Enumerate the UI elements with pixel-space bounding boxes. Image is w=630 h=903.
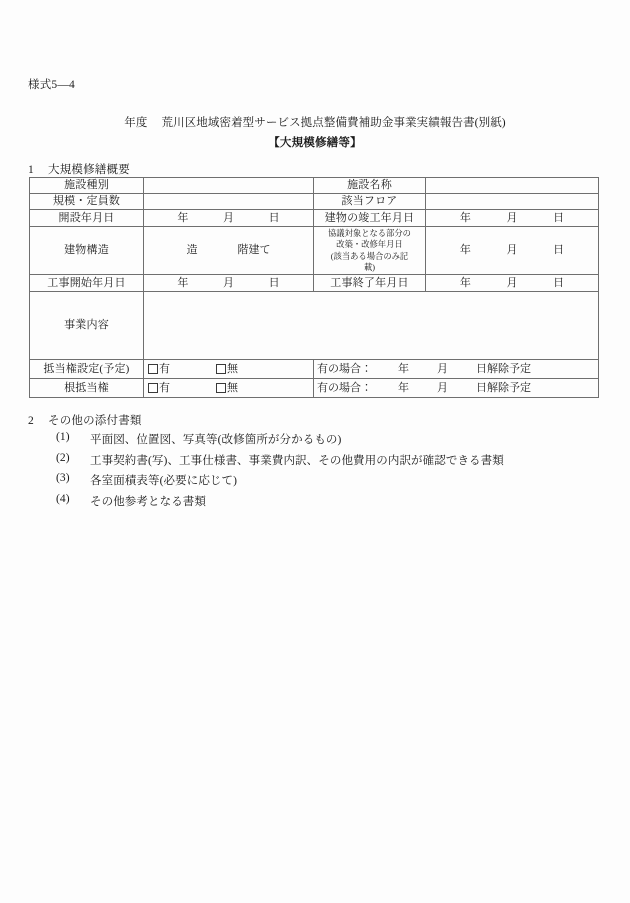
construction-start-day: 日 <box>268 276 280 289</box>
construction-start-month: 月 <box>222 276 234 289</box>
label-renovation-date <box>314 227 426 275</box>
attachment-index: (2) <box>56 451 70 464</box>
construction-end-day: 日 <box>553 276 565 289</box>
field-revolving-mortgage-release-date[interactable] <box>314 379 599 398</box>
revolving-mortgage-no-option[interactable] <box>216 381 238 396</box>
renovation-date-line-3: (該当ある場合のみ記 <box>330 251 409 261</box>
checkbox-icon[interactable] <box>216 364 226 374</box>
mortgage-yes-option[interactable] <box>148 362 170 377</box>
field-applicable-floor[interactable] <box>426 194 599 210</box>
table-row-revolving-mortgage <box>30 379 599 398</box>
mortgage-release-month: 月 <box>437 362 448 375</box>
field-renovation-date[interactable] <box>426 227 599 275</box>
document-title-text: 荒川区地域密着型サービス拠点整備費補助金事業実績報告書(別紙) <box>161 117 506 129</box>
list-item <box>56 452 504 468</box>
revolving-mortgage-no-label: 無 <box>227 381 238 394</box>
label-scale-capacity: 規模・定員数 <box>30 194 144 210</box>
attachment-text: 平面図、位置図、写真等(改修箇所が分かるもの) <box>90 434 342 446</box>
structure-zou: 造 <box>186 244 198 257</box>
mortgage-no-option[interactable] <box>216 362 238 377</box>
construction-end-year: 年 <box>459 276 471 289</box>
field-facility-type[interactable] <box>144 178 314 194</box>
renovation-date-year: 年 <box>459 244 471 257</box>
field-revolving-mortgage-checkboxes[interactable] <box>144 379 314 398</box>
open-date-day: 日 <box>268 211 280 224</box>
open-date-year: 年 <box>177 211 189 224</box>
structure-floors: 階建て <box>237 244 271 257</box>
section-heading-overview <box>28 161 130 177</box>
list-item <box>56 431 504 447</box>
field-mortgage-checkboxes[interactable] <box>144 360 314 379</box>
renovation-date-line-2: 改築・改修年月日 <box>336 240 403 250</box>
completion-date-day: 日 <box>553 211 565 224</box>
field-construction-end[interactable] <box>426 275 599 292</box>
label-mortgage-setting: 抵当権設定(予定) <box>30 360 144 379</box>
checkbox-icon[interactable] <box>216 383 226 393</box>
label-construction-end: 工事終了年月日 <box>314 275 426 292</box>
section-number-2: 2 <box>28 415 34 427</box>
revolving-mortgage-release-suffix: 日解除予定 <box>476 381 531 394</box>
field-mortgage-release-date[interactable] <box>314 360 599 379</box>
revolving-mortgage-condition-prefix: 有の場合： <box>317 381 372 394</box>
label-facility-name: 施設名称 <box>314 178 426 194</box>
table-row-construction-dates <box>30 275 599 292</box>
section-heading-attachments <box>28 412 142 428</box>
completion-date-year: 年 <box>459 211 471 224</box>
fiscal-year-label: 年度 <box>124 117 148 129</box>
mortgage-condition-prefix: 有の場合： <box>317 362 372 375</box>
checkbox-icon[interactable] <box>148 364 158 374</box>
label-open-date: 開設年月日 <box>30 210 144 227</box>
label-construction-start: 工事開始年月日 <box>30 275 144 292</box>
field-scale-capacity[interactable] <box>144 194 314 210</box>
field-project-content[interactable] <box>144 292 599 360</box>
mortgage-yes-label: 有 <box>159 362 170 375</box>
label-building-structure: 建物構造 <box>30 227 144 275</box>
section-title-2: その他の添付書類 <box>48 415 142 427</box>
construction-start-year: 年 <box>177 276 189 289</box>
mortgage-release-year: 年 <box>398 362 409 375</box>
open-date-month: 月 <box>222 211 234 224</box>
attachment-index: (1) <box>56 431 70 443</box>
field-open-date[interactable] <box>144 210 314 227</box>
mortgage-release-suffix: 日解除予定 <box>476 362 531 375</box>
table-row-mortgage <box>30 360 599 379</box>
attachment-index: (3) <box>56 472 70 484</box>
field-construction-start[interactable] <box>144 275 314 292</box>
revolving-mortgage-yes-option[interactable] <box>148 381 170 396</box>
construction-end-month: 月 <box>506 276 518 289</box>
document-subtitle: 【大規模修繕等】 <box>268 137 362 149</box>
table-row-open-date <box>30 210 599 227</box>
label-facility-type: 施設種別 <box>30 178 144 194</box>
renovation-overview-table <box>29 177 599 398</box>
field-facility-name[interactable] <box>426 178 599 194</box>
renovation-date-month: 月 <box>506 244 518 257</box>
field-completion-date[interactable] <box>426 210 599 227</box>
document-title <box>0 114 630 130</box>
revolving-mortgage-release-month: 月 <box>437 381 448 394</box>
renovation-date-line-1: 協議対象となる部分の <box>328 229 411 239</box>
renovation-date-line-4: 載) <box>363 262 376 272</box>
renovation-date-day: 日 <box>553 244 565 257</box>
label-revolving-mortgage: 根抵当権 <box>30 379 144 398</box>
label-project-content: 事業内容 <box>30 292 144 360</box>
completion-date-month: 月 <box>506 211 518 224</box>
revolving-mortgage-yes-label: 有 <box>159 381 170 394</box>
label-applicable-floor: 該当フロア <box>314 194 426 210</box>
table-row-facility <box>30 178 599 194</box>
checkbox-icon[interactable] <box>148 383 158 393</box>
list-item <box>56 493 504 509</box>
attachment-text: 各室面積表等(必要に応じて) <box>90 475 238 487</box>
list-item <box>56 472 504 488</box>
attachment-text: その他参考となる書類 <box>90 495 206 508</box>
section-number-1: 1 <box>28 164 34 176</box>
table-row-scale <box>30 194 599 210</box>
revolving-mortgage-release-year: 年 <box>398 381 409 394</box>
section-title-1: 大規模修繕概要 <box>48 164 130 176</box>
mortgage-no-label: 無 <box>227 362 238 375</box>
table-row-project-content <box>30 292 599 360</box>
attachment-text: 工事契約書(写)、工事仕様書、事業費内訳、その他費用の内訳が確認できる書類 <box>90 454 504 467</box>
attachment-index: (4) <box>56 492 70 505</box>
attachment-list <box>56 431 504 513</box>
form-code: 様式5―4 <box>28 79 75 91</box>
table-row-structure <box>30 227 599 275</box>
field-building-structure[interactable] <box>144 227 314 275</box>
label-completion-date: 建物の竣工年月日 <box>314 210 426 227</box>
